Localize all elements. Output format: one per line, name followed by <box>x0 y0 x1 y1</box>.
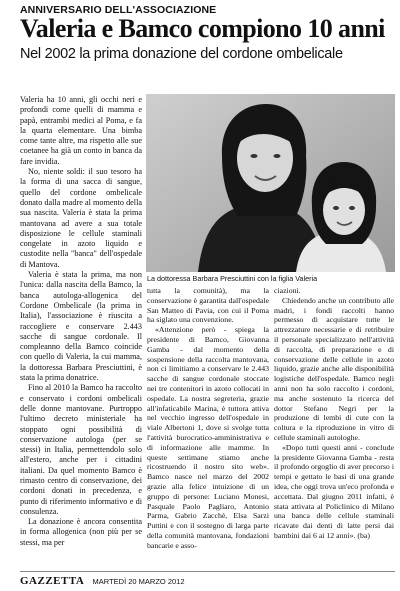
article-column-1 <box>20 95 142 548</box>
paragraph: La donazione è ancora consentita in forma allogenica (non più per se stessi, ma per <box>20 517 142 547</box>
paragraph: Valeria ha 10 anni, gli occhi neri e profondi come quelli di mamma e papà, entrambi medici al Poma, e fa la quarta elementare. Una bimba come tante altre, ma rispetto alle sue coetanee ha già un conto in banca da fare invidia. <box>20 95 142 166</box>
paragraph: tutta la comunità), ma la conservazione è garantita dall'ospedale San Matteo di Pavia, con cui il Poma ha siglato una convenzione. <box>147 286 269 325</box>
photo-mother-daughter-image <box>146 94 395 272</box>
paragraph: No, niente soldi: il suo tesoro ha la forma di una sacca di sangue, quello del cordone ombelicale donato dalla madre al momento della sua nascita. Valeria è stata la prima mantovana ad avere a sua totale disposizione le cellule staminali congelate in azoto liquido e custodite nella "banca" dell'ospedale di Mantova. <box>20 167 142 269</box>
article-column-3 <box>274 286 394 541</box>
article-photo <box>146 94 395 272</box>
paragraph: Chiedendo anche un contributo alle madri, i fondi raccolti hanno permesso di acquistare tutte le attrezzature necessarie e di retribuire il personale specializzato nell'attività di raccolta, di preparazione e di conservazione delle cellule in azoto liquido, grazie anche alle disponibilità logistiche dell'ospedale. Bamco negli anni non ha solo raccolto i cordoni, ma anche sostenuto la ricerca del dottor Stefano Negri per la produzione di lembi di cute con la coltura e la riproduzione in vitro di cellule staminali autologhe. <box>274 295 394 442</box>
paragraph: Fino al 2010 la Bamco ha raccolto e conservato i cordoni ombelicali delle donne mantovane. Purtroppo l'ultimo decreto ministeriale ha stoppato ogni possibilità di conservazione autologa (per se stessi) in Italia, permettendolo solo all'estero, anche per i cittadini italiani. Da quel momento Bamco è rimasto centro di conservazione, dei cordoni donati in precedenza, e punto di riferimento informativo e di consulenza. <box>20 383 142 516</box>
article-headline: Valeria e Bamco compiono 10 anni <box>20 14 385 43</box>
paragraph: «Dopo tutti questi anni - conclude la presidente Giovanna Gamba - resta il profondo orgoglio di aver precorso i tempi e gettato le basi di una grande idea, che oggi trova un'eco profonda e accettata. Dal giugno 2011 infatti, è stata attivata al Policlinico di Milano una banca delle cellule staminali ricavate dai denti di latte persi dai bambini dai 6 ai 12 anni». (ba) <box>274 442 394 540</box>
issue-date: MARTEDÌ 20 MARZO 2012 <box>92 577 185 586</box>
article-subheadline: Nel 2002 la prima donazione del cordone ombelicale <box>20 46 343 62</box>
paragraph: ciazioni. <box>274 286 301 295</box>
paragraph: «Attenzione però - spiega la presidente di Bamco, Giovanna Gamba - dal momento della sospensione della raccolta mantovana, non ci limitiamo a conservare le 2.443 sacche di sangue cordonale stoccate nei tre contenitori in azoto collocati in ospedale. La nostra segreteria, grazie all'infaticabile Marina, è tuttora attiva nel vecchio ingresso dell'ospedale in viale Albertoni 1, dove si svolge tutta l'attività burocratico-amministrativa e di informazione alle mamme. In queste settimane stiamo anche ricostruendo il nostro sito web». Bamco nasce nel marzo del 2002 grazie alla felice intuizione di un gruppo di persone: Luciano Monesi, Pasquale Paolo Pagliaro, Antonio Parma, Gabrio Zacchè, Elsa Sarzi Puttini e con il sostegno di larga parte della comunità mantovana, fondazioni bancarie e asso- <box>147 325 269 550</box>
page-footer <box>20 571 395 587</box>
article-kicker: ANNIVERSARIO DELL'ASSOCIAZIONE <box>20 4 217 16</box>
newspaper-brand: GAZZETTA <box>20 575 85 587</box>
paragraph: Valeria è stata la prima, ma non l'unica: dalla nascita della Bamco, la banca autologa-allogenica del Cordone Ombelicale (la prima in Italia), l'associazione è riuscita a raccogliere e conservare 2.443 sacche di sangue cordonale. Il compleanno della Bamco coincide con quello di Valeria, la cui mamma, la dottoressa Barbara Presciuttini, è stata la prima donatrice. <box>20 270 142 383</box>
photo-caption: La dottoressa Barbara Presciuttini con la figlia Valeria <box>147 274 318 283</box>
article-column-2 <box>147 286 269 551</box>
